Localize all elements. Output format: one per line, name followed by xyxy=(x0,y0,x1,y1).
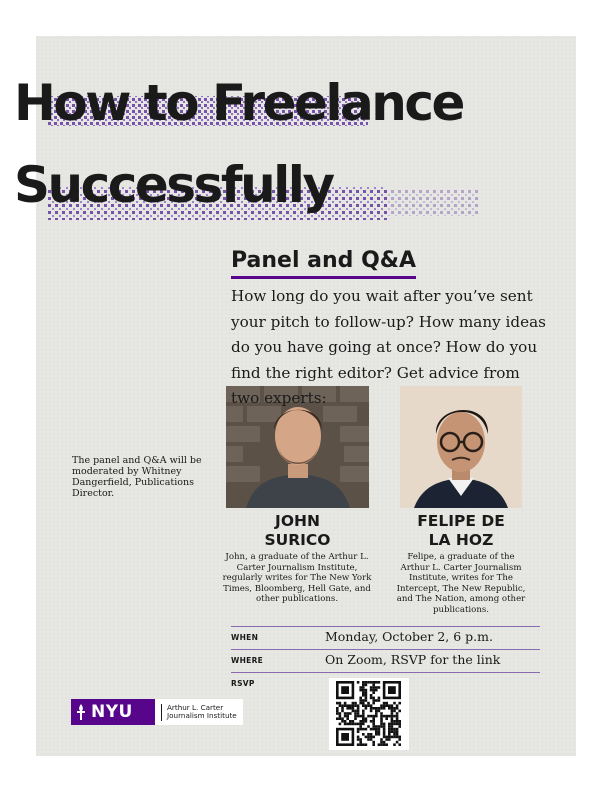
nyu-torch-icon xyxy=(71,699,91,725)
section-heading: Panel and Q&A xyxy=(231,248,416,279)
speaker-name-line: FELIPE DE xyxy=(417,512,505,530)
institute-line: Journalism Institute xyxy=(167,711,237,720)
speaker-name-line: JOHN xyxy=(275,512,320,530)
speaker-name-line: SURICO xyxy=(264,531,331,549)
nyu-wordmark-box xyxy=(71,699,155,725)
nyu-wordmark: NYU xyxy=(91,702,133,722)
when-value: Monday, October 2, 6 p.m. xyxy=(325,629,493,644)
rsvp-row xyxy=(231,672,540,695)
institute-line: Arthur L. Carter xyxy=(167,702,224,712)
where-value: On Zoom, RSVP for the link xyxy=(325,652,501,667)
title-line-1: How to Freelance xyxy=(14,74,463,132)
nyu-logo xyxy=(71,699,243,725)
speaker-name-line: LA HOZ xyxy=(428,531,494,549)
rsvp-label: RSVP xyxy=(231,679,255,688)
title-line-2: Successfully xyxy=(14,156,333,214)
intro-paragraph: How long do you wait after you’ve sent your pitch to follow-up? How many ideas do you have going at once? How do you find the right editor? Get advice from two experts: xyxy=(231,287,546,407)
speaker-bio-felipe: Felipe, a graduate of the Arthur L. Carter Journalism Institute, writes for The Intercept, The New Republic, and The Nation, among other publications. xyxy=(396,552,526,615)
moderator-note: The panel and Q&A will be moderated by Whitney Dangerfield, Publications Director. xyxy=(72,455,202,499)
speaker-name-felipe xyxy=(395,512,527,550)
when-row xyxy=(231,626,540,649)
where-row xyxy=(231,649,540,672)
speaker-bio-john: John, a graduate of the Arthur L. Carter Journalism Institute, regularly writes for The New York Times, Bloomberg, Hell Gate, and other publications. xyxy=(222,552,372,605)
when-label: WHEN xyxy=(231,633,259,642)
where-label: WHERE xyxy=(231,656,264,665)
institute-name xyxy=(161,704,237,721)
speaker-name-john xyxy=(226,512,369,550)
